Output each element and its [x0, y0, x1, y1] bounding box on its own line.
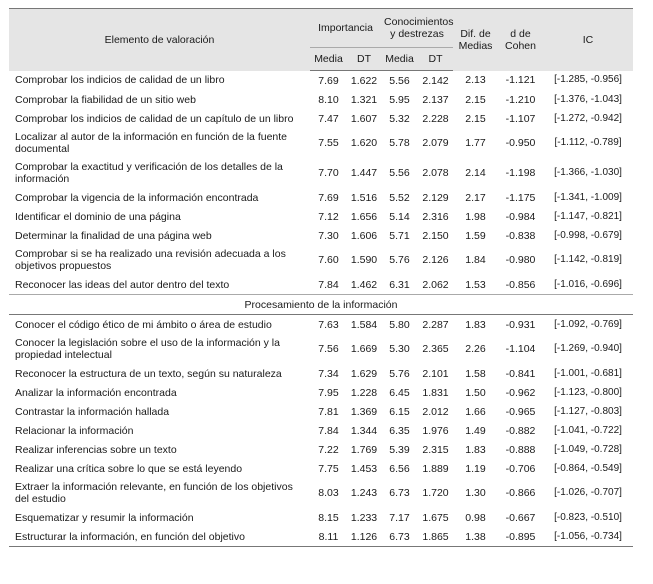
cell-dt-importancia: 1.243	[350, 487, 378, 499]
cell-elemento: Reconocer las ideas del autor dentro del texto	[15, 278, 230, 291]
cell-dt-importancia: 1.321	[350, 93, 378, 106]
cell-dif-medias: 1.58	[465, 367, 486, 380]
cell-ic: [-1.147, -0.821]	[554, 210, 622, 222]
cell-ic: [-1.272, -0.942]	[554, 112, 622, 124]
cell-media-conocimientos: 5.39	[389, 443, 410, 456]
cell-ic: [-1.001, -0.681]	[554, 367, 622, 379]
cell-dt-importancia: 1.516	[350, 191, 378, 204]
cell-media-importancia: 7.60	[318, 254, 339, 266]
header-conocimientos: Conocimientos y destrezas	[381, 9, 453, 48]
cell-media-importancia: 7.95	[318, 386, 339, 399]
cell-media-conocimientos: 6.73	[389, 487, 410, 499]
cell-dif-medias: 2.15	[465, 93, 486, 106]
header-dt-conocimientos: DT	[418, 48, 453, 71]
table-row	[9, 245, 633, 275]
cell-media-importancia: 7.63	[318, 318, 339, 331]
cell-cohen-d: -0.888	[505, 443, 536, 456]
cell-dt-conocimientos: 2.228	[422, 112, 449, 125]
cell-elemento: Esquematizar y resumir la información	[15, 511, 194, 524]
cell-media-importancia: 8.10	[318, 93, 339, 106]
cell-media-importancia: 7.69	[318, 74, 339, 87]
cell-media-conocimientos: 5.80	[389, 318, 410, 331]
table-row	[9, 459, 633, 478]
cell-ic: [-1.341, -1.009]	[554, 191, 622, 203]
cell-elemento: Realizar inferencias sobre un texto	[15, 443, 177, 456]
header-importancia: Importancia	[310, 9, 381, 48]
cell-ic: [-1.269, -0.940]	[554, 343, 622, 354]
table-row	[9, 508, 633, 527]
cell-media-importancia: 8.11	[310, 527, 347, 547]
cell-media-conocimientos: 6.56	[389, 462, 410, 475]
cell-ic: [-0.998, -0.679]	[554, 229, 622, 241]
table-row	[9, 315, 633, 335]
cell-media-conocimientos: 5.14	[389, 210, 410, 223]
cell-media-importancia: 7.69	[318, 191, 339, 204]
cell-media-importancia: 7.84	[318, 278, 339, 291]
cell-dt-importancia: 1.656	[350, 210, 378, 223]
cell-ic: [-1.112, -0.789]	[554, 137, 622, 148]
cell-media-importancia: 7.70	[318, 167, 339, 179]
cell-ic: [-1.041, -0.722]	[554, 424, 622, 436]
cell-dt-conocimientos: 2.287	[422, 318, 449, 331]
table-body	[9, 71, 633, 547]
cell-dif-medias: 0.98	[465, 511, 486, 524]
table-row	[9, 109, 633, 128]
table-row	[9, 275, 633, 295]
cell-dt-importancia: 1.228	[350, 386, 378, 399]
cell-dt-conocimientos: 1.976	[422, 424, 449, 437]
cell-media-conocimientos: 6.45	[389, 386, 410, 399]
table-row	[9, 188, 633, 207]
cell-ic: [-1.049, -0.728]	[554, 443, 622, 455]
cell-ic: [-1.092, -0.769]	[554, 318, 622, 330]
cell-media-conocimientos: 5.71	[389, 229, 410, 242]
cell-media-importancia: 7.75	[318, 462, 339, 475]
cell-media-importancia: 7.22	[318, 443, 339, 456]
cell-ic: [-1.376, -1.043]	[554, 93, 622, 105]
cell-dt-importancia: 1.584	[350, 318, 378, 331]
cell-cohen-d: -0.838	[505, 229, 536, 242]
cell-media-importancia: 7.55	[318, 137, 339, 149]
table-row	[9, 440, 633, 459]
cell-ic: [-1.142, -0.819]	[554, 254, 622, 265]
cell-ic: [-1.026, -0.707]	[554, 487, 622, 498]
header-cohen-d: d de Cohen	[498, 9, 543, 71]
cell-cohen-d: -0.841	[505, 367, 536, 380]
cell-cohen-d: -0.980	[505, 254, 536, 266]
cell-media-conocimientos: 5.78	[389, 137, 410, 149]
cell-elemento: Comprobar si se ha realizado una revisión adecuada a los objetivos propuestos	[15, 248, 286, 272]
cell-cohen-d: -1.107	[505, 112, 536, 125]
cell-dt-conocimientos: 2.012	[422, 405, 449, 418]
cell-dif-medias: 2.17	[465, 191, 486, 204]
cell-dt-importancia: 1.669	[350, 343, 378, 355]
table-header	[9, 9, 633, 71]
header-dt-importancia: DT	[347, 48, 381, 71]
cell-cohen-d: -0.965	[505, 405, 536, 418]
cell-ic: [-1.366, -1.030]	[554, 167, 622, 178]
cell-media-conocimientos: 6.73	[381, 527, 418, 547]
table-row	[9, 383, 633, 402]
cell-elemento: Localizar al autor de la información en función de la fuente documental	[15, 131, 288, 155]
cell-media-importancia: 8.15	[318, 511, 339, 524]
table-row	[9, 226, 633, 245]
cell-elemento: Comprobar los indicios de calidad de un libro	[15, 74, 225, 87]
cell-cohen-d: -0.931	[505, 318, 536, 331]
table-row	[9, 364, 633, 383]
header-media-importancia: Media	[310, 48, 347, 71]
cell-dif-medias: 1.50	[465, 386, 486, 399]
cell-elemento: Comprobar la exactitud y verificación de los detalles de la información	[15, 161, 283, 185]
cell-dt-conocimientos: 2.316	[422, 210, 449, 223]
cell-dt-importancia: 1.606	[350, 229, 378, 242]
cell-media-conocimientos: 7.17	[389, 511, 410, 524]
cell-dt-conocimientos: 2.079	[422, 137, 449, 149]
cell-dt-importancia: 1.369	[350, 405, 378, 418]
cell-dif-medias: 1.30	[465, 487, 486, 499]
cell-cohen-d: -0.882	[505, 424, 536, 437]
cell-dt-conocimientos: 2.137	[422, 93, 449, 106]
cell-elemento: Conocer la legislación sobre el uso de la información y la propiedad intelectual	[15, 337, 280, 361]
table-row	[9, 402, 633, 421]
cell-media-conocimientos: 5.56	[389, 167, 410, 179]
cell-elemento: Analizar la información encontrada	[15, 386, 177, 399]
cell-dt-importancia: 1.344	[350, 424, 378, 437]
header-media-conocimientos: Media	[381, 48, 418, 71]
cell-dif-medias: 2.14	[465, 167, 486, 179]
table-row	[9, 90, 633, 109]
cell-dif-medias: 1.83	[465, 318, 486, 331]
cell-elemento: Realizar una crítica sobre lo que se está leyendo	[15, 462, 243, 475]
cell-cohen-d: -0.962	[505, 386, 536, 399]
cell-media-conocimientos: 6.35	[389, 424, 410, 437]
cell-cohen-d: -1.210	[505, 93, 536, 106]
cell-dt-conocimientos: 2.078	[422, 167, 449, 179]
cell-cohen-d: -0.895	[498, 527, 543, 547]
cell-cohen-d: -0.667	[505, 511, 536, 524]
table-row	[9, 478, 633, 508]
cell-dif-medias: 1.59	[465, 229, 486, 242]
cell-cohen-d: -1.104	[505, 343, 536, 355]
cell-dt-importancia: 1.453	[350, 462, 378, 475]
cell-media-conocimientos: 5.30	[389, 343, 410, 355]
cell-media-importancia: 7.12	[318, 210, 339, 223]
cell-ic: [-0.864, -0.549]	[554, 462, 622, 474]
cell-media-conocimientos: 5.76	[389, 367, 410, 380]
cell-media-conocimientos: 6.31	[389, 278, 410, 291]
cell-dt-importancia: 1.447	[350, 167, 378, 179]
cell-dt-conocimientos: 1.675	[422, 511, 449, 524]
cell-dif-medias: 1.66	[465, 405, 486, 418]
cell-dif-medias: 1.77	[465, 137, 486, 149]
cell-media-conocimientos: 5.32	[389, 112, 410, 125]
table-row	[9, 421, 633, 440]
cell-dt-conocimientos: 2.101	[422, 367, 449, 380]
cell-dt-importancia: 1.462	[350, 278, 378, 291]
cell-cohen-d: -0.984	[505, 210, 536, 223]
table-row	[9, 128, 633, 158]
cell-ic: [-1.016, -0.696]	[554, 278, 622, 290]
header-elemento: Elemento de valoración	[9, 9, 310, 71]
cell-media-conocimientos: 5.56	[389, 74, 410, 87]
cell-media-importancia: 8.03	[318, 487, 339, 499]
cell-media-importancia: 7.34	[318, 367, 339, 380]
cell-cohen-d: -1.175	[505, 191, 536, 204]
cell-cohen-d: -1.198	[505, 167, 536, 179]
table-row	[9, 158, 633, 188]
cell-ic: [-1.285, -0.956]	[554, 74, 622, 86]
header-ic: IC	[543, 9, 633, 71]
cell-dif-medias: 1.49	[465, 424, 486, 437]
cell-media-conocimientos: 5.76	[389, 254, 410, 266]
section-header-row	[9, 295, 633, 315]
cell-media-importancia: 7.30	[318, 229, 339, 242]
table-row	[9, 207, 633, 226]
cell-dt-conocimientos: 2.315	[422, 443, 449, 456]
cell-dif-medias: 1.83	[465, 443, 486, 456]
cell-ic: [-0.823, -0.510]	[554, 511, 622, 523]
cell-cohen-d: -1.121	[505, 74, 536, 87]
cell-elemento: Relacionar la información	[15, 424, 134, 437]
cell-dif-medias: 1.84	[465, 254, 486, 266]
cell-media-importancia: 7.84	[318, 424, 339, 437]
cell-elemento: Determinar la finalidad de una página web	[15, 229, 212, 242]
cell-dt-conocimientos: 2.142	[422, 74, 449, 87]
cell-elemento: Extraer la información relevante, en función de los objetivos del estudio	[15, 481, 293, 505]
cell-dif-medias: 2.13	[465, 74, 486, 87]
table-row	[9, 71, 633, 91]
cell-cohen-d: -0.866	[505, 487, 536, 499]
cell-ic: [-1.056, -0.734]	[543, 527, 633, 547]
cell-media-conocimientos: 5.95	[389, 93, 410, 106]
cell-cohen-d: -0.706	[505, 462, 536, 475]
cell-dt-conocimientos: 1.865	[418, 527, 453, 547]
cell-dt-importancia: 1.233	[350, 511, 378, 524]
cell-elemento: Identificar el dominio de una página	[15, 210, 181, 223]
cell-elemento: Conocer el código ético de mi ámbito o área de estudio	[15, 318, 272, 331]
cell-dif-medias: 1.38	[453, 527, 498, 547]
cell-dt-importancia: 1.629	[350, 367, 378, 380]
cell-dif-medias: 1.53	[465, 278, 486, 291]
cell-media-importancia: 7.56	[318, 343, 339, 355]
cell-dif-medias: 1.19	[465, 462, 486, 475]
cell-cohen-d: -0.856	[505, 278, 536, 291]
cell-elemento: Comprobar la vigencia de la información encontrada	[15, 191, 259, 204]
cell-dt-importancia: 1.620	[350, 137, 378, 149]
cell-dt-conocimientos: 2.126	[422, 254, 449, 266]
cell-dt-conocimientos: 1.831	[422, 386, 449, 399]
results-table	[9, 8, 633, 547]
cell-dt-importancia: 1.622	[350, 74, 378, 87]
cell-media-conocimientos: 5.52	[389, 191, 410, 204]
cell-dif-medias: 2.26	[465, 343, 486, 355]
header-dif-medias: Dif. de Medias	[453, 9, 498, 71]
cell-ic: [-1.123, -0.800]	[554, 386, 622, 398]
cell-dt-importancia: 1.590	[350, 254, 378, 266]
cell-elemento: Comprobar la fiabilidad de un sitio web	[15, 93, 196, 106]
cell-dt-conocimientos: 2.129	[422, 191, 449, 204]
cell-dif-medias: 2.15	[465, 112, 486, 125]
cell-dt-importancia: 1.607	[350, 112, 378, 125]
cell-dt-conocimientos: 1.889	[422, 462, 449, 475]
cell-media-importancia: 7.81	[318, 405, 339, 418]
cell-cohen-d: -0.950	[505, 137, 536, 149]
cell-ic: [-1.127, -0.803]	[554, 405, 622, 417]
cell-media-conocimientos: 6.15	[389, 405, 410, 418]
cell-media-importancia: 7.47	[318, 112, 339, 125]
cell-dt-conocimientos: 2.062	[422, 278, 449, 291]
cell-elemento: Estructurar la información, en función del objetivo	[9, 527, 310, 547]
cell-dt-importancia: 1.769	[350, 443, 378, 456]
table-row	[9, 527, 633, 547]
cell-dif-medias: 1.98	[465, 210, 486, 223]
cell-elemento: Reconocer la estructura de un texto, según su naturaleza	[15, 367, 282, 380]
cell-dt-importancia: 1.126	[347, 527, 381, 547]
table-row	[9, 334, 633, 364]
cell-dt-conocimientos: 2.365	[422, 343, 449, 355]
cell-elemento: Contrastar la información hallada	[15, 405, 170, 418]
section-title: Procesamiento de la información	[9, 295, 633, 315]
cell-dt-conocimientos: 1.720	[422, 487, 449, 499]
cell-dt-conocimientos: 2.150	[422, 229, 449, 242]
cell-elemento: Comprobar los indicios de calidad de un capítulo de un libro	[15, 112, 294, 125]
